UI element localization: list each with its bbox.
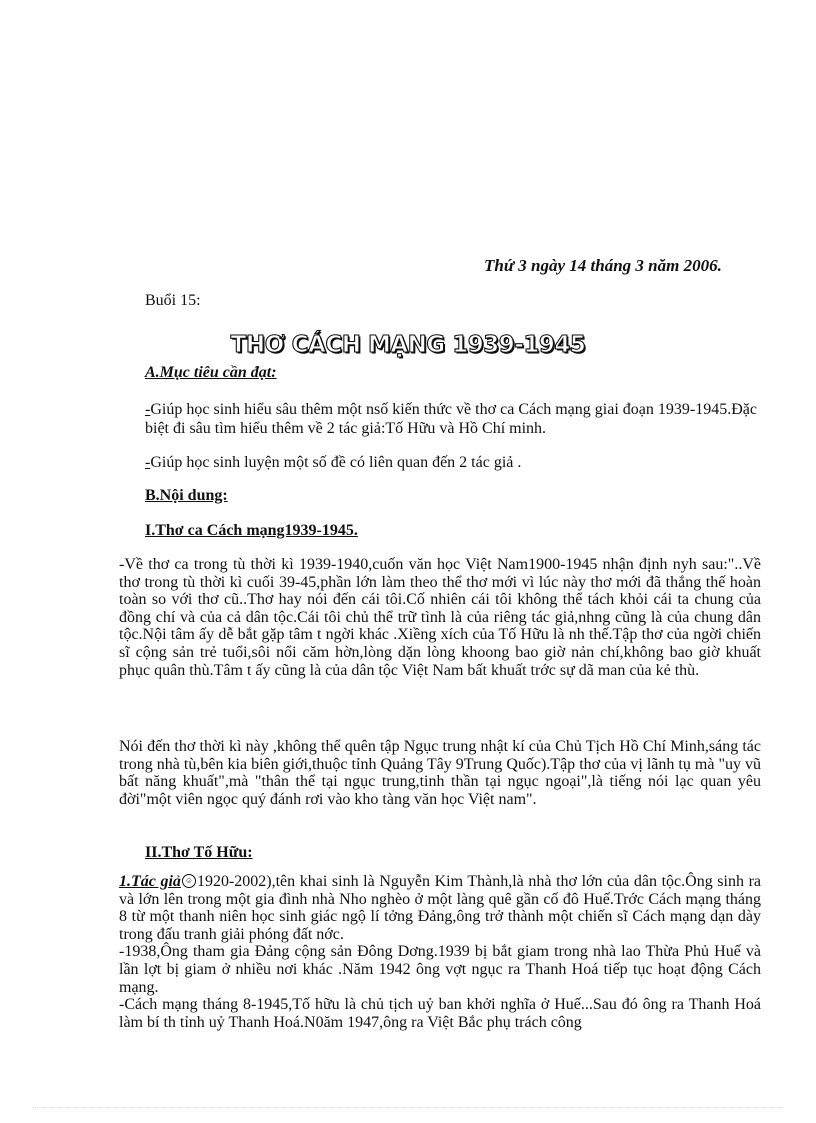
objective-text: Giúp học sinh luyện một số đề có liên quan đến 2 tác giả .: [150, 454, 522, 471]
author-text: 1920-2002),tên khai sinh là Nguyễn Kim Thành,là nhà thơ lớn của dân tộc.Ông sinh ra và lớn lên trong một gia đình nhà Nho nghèo ở một làng quê gần cố đô Huế.Trớc Cách mạng tháng 8 từ một thanh niên học sinh giác ngộ lí tởng Đảng,ông trở thành một chiến sĩ Cách mạng dạn dày trong đấu tranh giải phóng đất nớc.: [119, 873, 762, 943]
author-intro: [119, 873, 761, 943]
author-label: 1.Tác giả: [119, 873, 181, 890]
bullet-dash-icon: -: [145, 454, 151, 471]
part-ii-heading: II.Thơ Tố Hữu:: [145, 844, 253, 861]
part-i-heading: I.Thơ ca Cách mạng1939-1945.: [145, 522, 358, 539]
author-bio-line: -1938,Ông tham gia Đảng cộng sản Đông Dơng.1939 bị bắt giam trong nhà lao Thừa Phủ Huế và lần lợt bị giam ở nhiều nơi khác .Năm 1942 ông vợt ngục ra Thanh Hoá tiếp tục hoạt động Cách mạng.: [119, 943, 761, 996]
body-paragraph: -Về thơ ca trong tù thời kì 1939-1940,cuốn văn học Việt Nam1900-1945 nhận định nyh sau:"..Về thơ trong tù thời kì cuối 39-45,phần lớn làm theo thể thơ mới vì lúc này thơ mới đã thắng thế hoàn toàn so với thơ cũ..Thơ hay nói đến cái tôi.Cố nhiên cái tôi không thể tách khỏi cái ta chung của đồng chí và của cả dân tộc.Cái tôi chủ thể trữ tình là của riêng tác giả,nhng cũng là của chung dân tộc.Nội tâm ấy dễ bắt gặp tâm t ngời khác .Xiềng xích của Tố Hữu là nh thế.Tập thơ của ngời chiến sĩ cộng sản trẻ tuổi,sôi nổi căm hờn,lòng dặn lòng khoong bao giờ nản chí,không bao giờ khuất phục quân thù.Tâm t ấy cũng là của dân tộc Việt Nam bất khuất trớc sự dã man của kẻ thù.: [119, 556, 761, 679]
author-section: [119, 873, 761, 1031]
author-bio-line: -Cách mạng tháng 8-1945,Tố hữu là chủ tịch uỷ ban khởi nghĩa ở Huế...Sau đó ông ra Thanh Hoá làm bí th tỉnh uỷ Thanh Hoá.N0ăm 1947,ông ra Việt Bắc phụ trách công: [119, 996, 761, 1031]
bullet-dash-icon: -: [145, 401, 151, 418]
body-paragraph: Nói đến thơ thời kì này ,không thể quên tập Ngục trung nhật kí của Chủ Tịch Hồ Chí Minh,sáng tác trong nhà tù,bên kia biên giới,thuộc tỉnh Quảng Tây 9Trung Quốc).Tập thơ của vị lãnh tụ mà "uy vũ bất năng khuất",mà "thân thể tại ngục trung,tinh thần tại ngục ngoại",là tiếng nói lạc quan yêu đời"một viên ngọc quý đánh rơi vào kho tàng văn học Việt nam".: [119, 738, 761, 808]
page-title: THƠ CÁCH MẠNG 1939-1945: [230, 332, 586, 358]
objective-text: Giúp học sinh hiểu sâu thêm một nsố kiến thức về thơ ca Cách mạng giai đoạn 1939-1945.Đặc biệt đi sâu tìm hiểu thêm về 2 tác giả:Tố Hữu và Hồ Chí minh.: [145, 401, 757, 437]
page-bottom-divider: [32, 1107, 784, 1108]
document-date: Thứ 3 ngày 14 tháng 3 năm 2006.: [484, 256, 722, 275]
session-label: Buổi 15:: [145, 292, 201, 309]
objective-bullet: [145, 453, 757, 472]
section-a-heading: A.Mục tiêu cần đạt:: [145, 364, 277, 381]
section-b-heading: B.Nội dung:: [145, 487, 228, 504]
objective-bullet: [145, 400, 757, 438]
smiley-icon: ☺: [182, 874, 196, 888]
